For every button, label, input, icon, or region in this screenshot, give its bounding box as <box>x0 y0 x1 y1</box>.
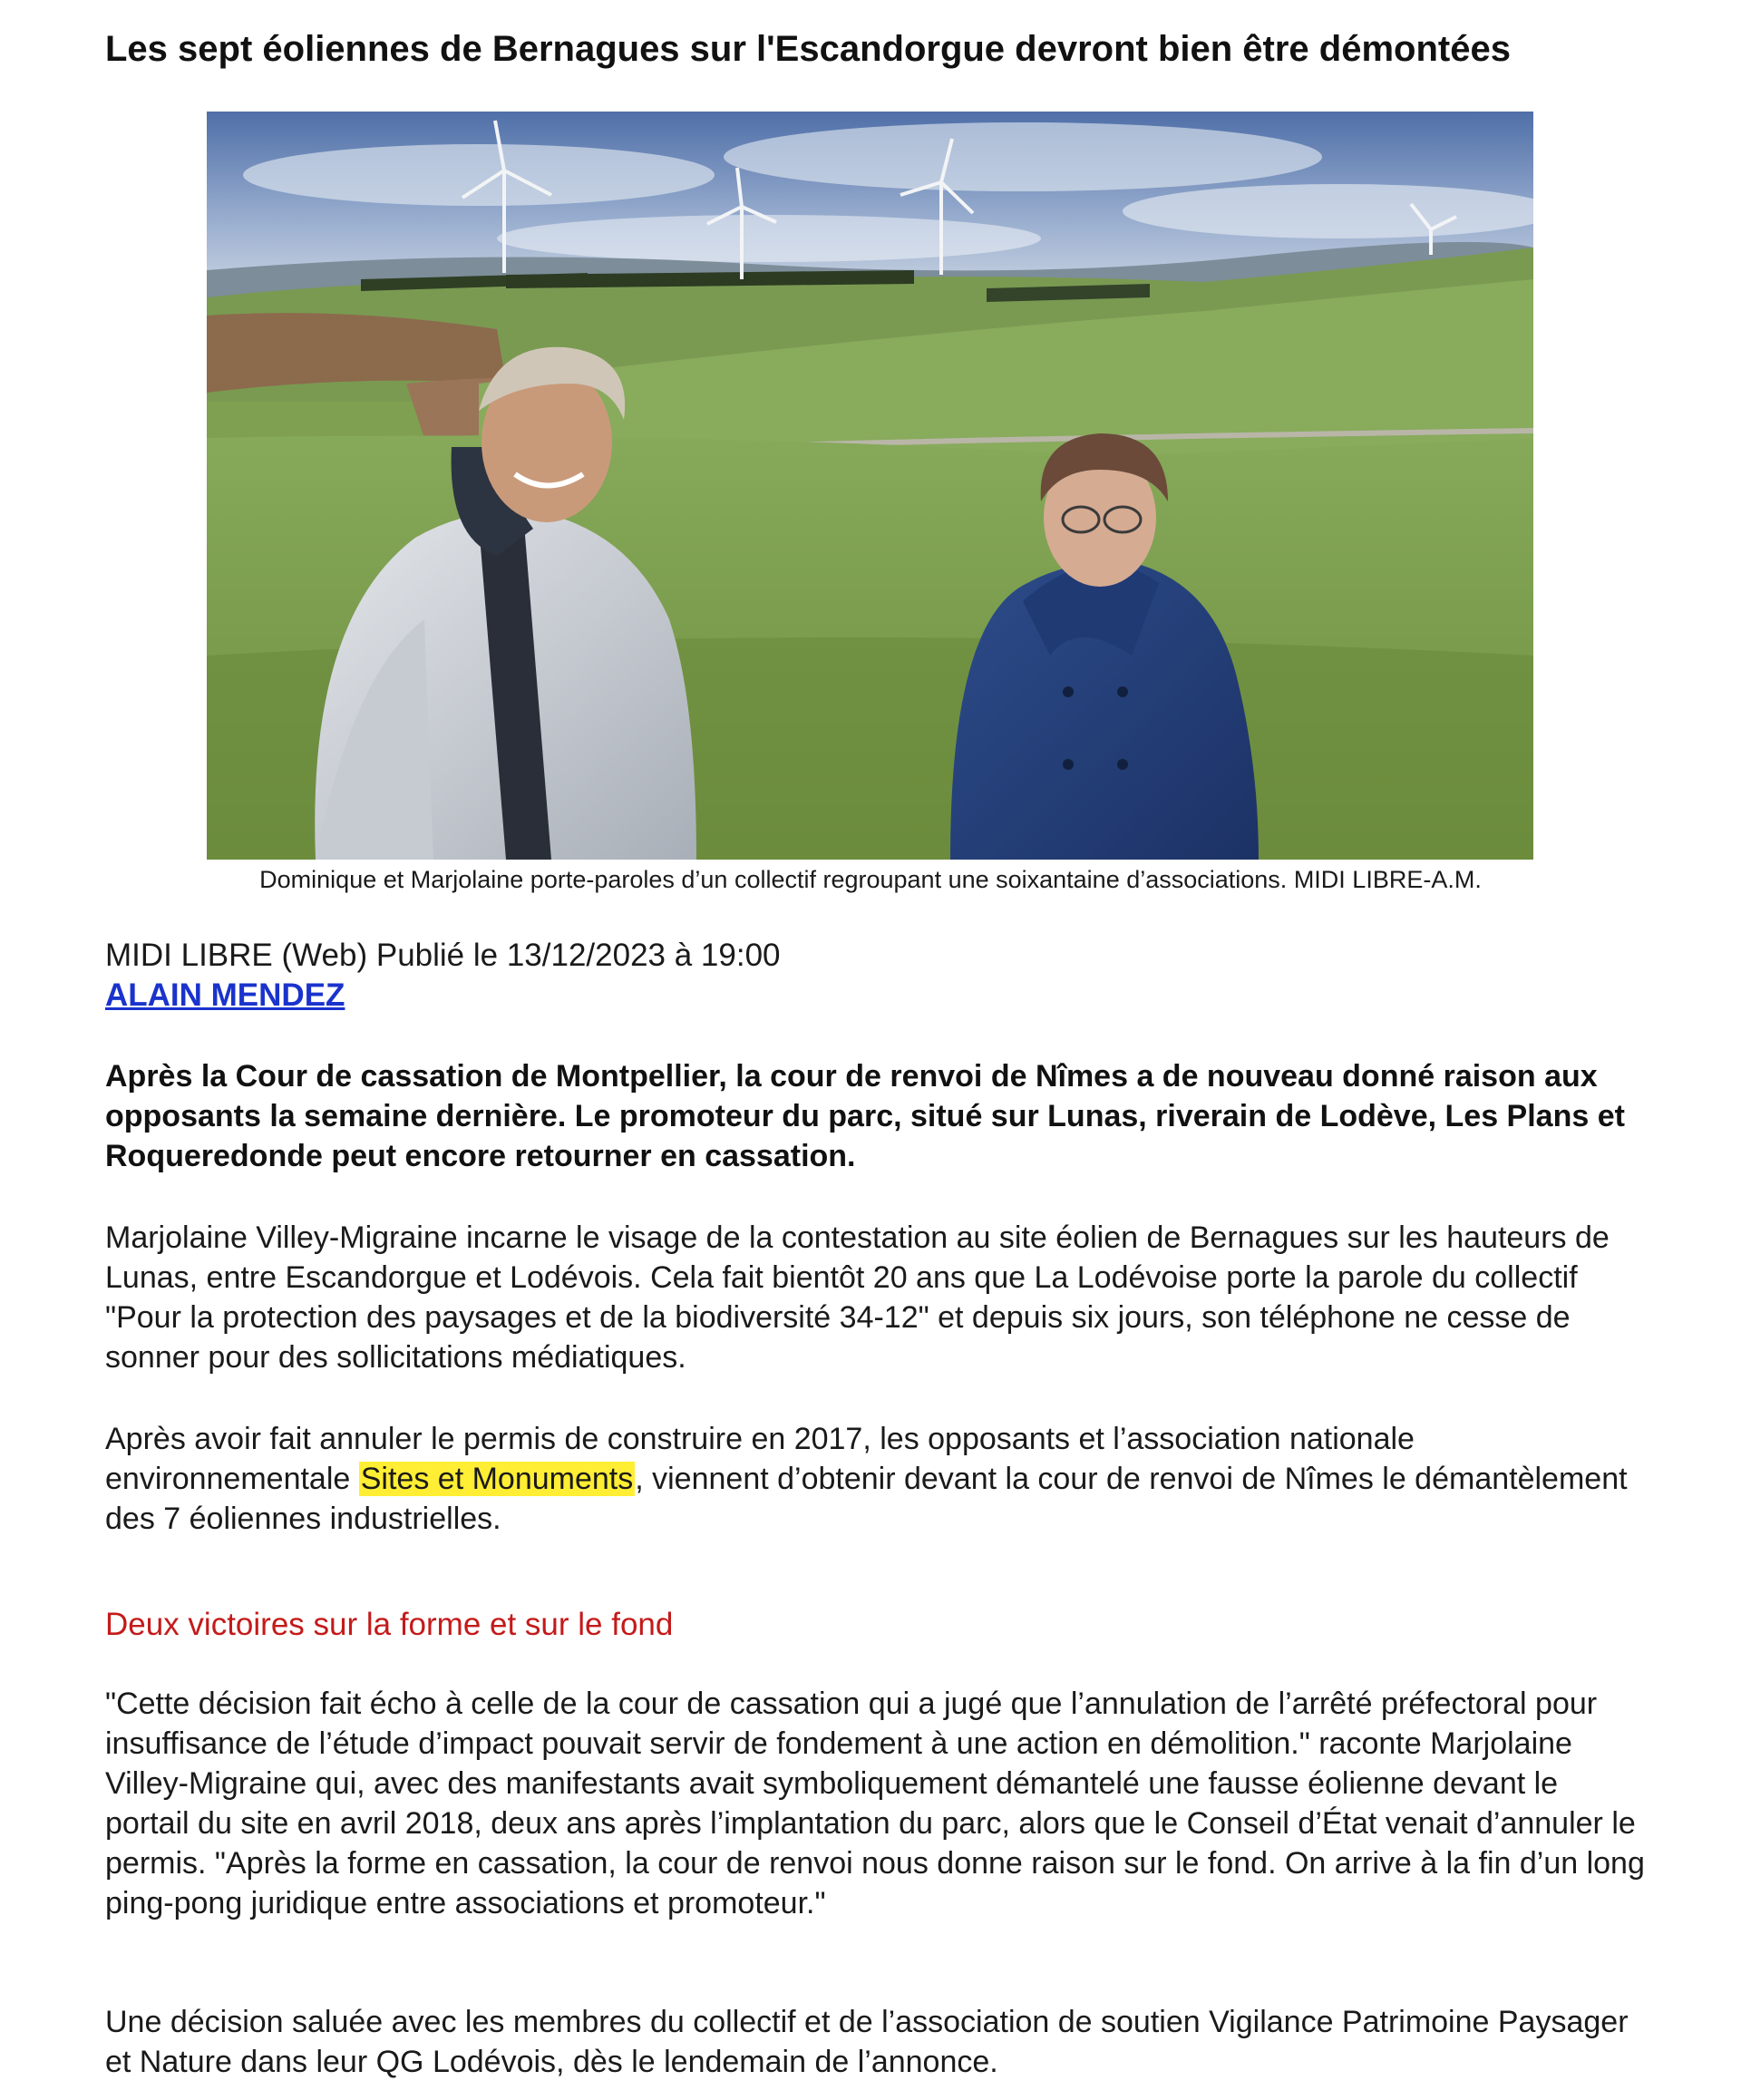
highlighted-term: Sites et Monuments <box>360 1462 634 1496</box>
paragraph-4: Une décision saluée avec les membres du collectif et de l’association de soutien Vigilance Patrimoine Paysager et Nature dans leur QG Lodévois, dès le lendemain de l’annonce. <box>105 2005 1629 2079</box>
article-headline: Les sept éoliennes de Bernagues sur l'Escandorgue devront bien être démontées <box>105 29 1511 69</box>
article-meta <box>105 936 781 1016</box>
article-photo <box>207 112 1533 860</box>
paragraph-1: Marjolaine Villey-Migraine incarne le visage de la contestation au site éolien de Bernagues sur les hauteurs de Lunas, entre Escandorgue et Lodévois. Cela fait bientôt 20 ans que La Lodévoise porte la parole du collectif "Pour la protection des paysages et de la biodiversité 34-12" et depuis six jours, son téléphone ne cesse de sonner pour des sollicitations médiatiques. <box>105 1220 1610 1375</box>
paragraph-2-text-after: , viennent d’obtenir devant la cour de renvoi de Nîmes le démantèlement des 7 éoliennes industrielles. <box>105 1462 1628 1536</box>
section-subheading: Deux victoires sur la forme et sur le fond <box>105 1607 674 1642</box>
source-line: MIDI LIBRE (Web) Publié le 13/12/2023 à 19:00 <box>105 938 781 973</box>
photo-caption: Dominique et Marjolaine porte-paroles d’un collectif regroupant une soixantaine d’associations. MIDI LIBRE-A.M. <box>259 866 1482 893</box>
paragraph-3: "Cette décision fait écho à celle de la cour de cassation qui a jugé que l’annulation de l’arrêté préfectoral pour insuffisance de l’étude d’impact pouvait servir de fondement à une action en démolition." raconte Marjolaine Villey-Migraine qui, avec des manifestants avait symboliquement démantelé une fausse éolienne devant le portail du site en avril 2018, deux ans après l’implantation du parc, alors que le Conseil d’État venait d’annuler le permis. "Après la forme en cassation, la cour de renvoi nous donne raison sur le fond. On arrive à la fin d’un long ping-pong juridique entre associations et promoteur." <box>105 1687 1645 1920</box>
paragraph-2 <box>105 1419 1647 1539</box>
article-lede: Après la Cour de cassation de Montpellier, la cour de renvoi de Nîmes a de nouveau donné raison aux opposants la semaine dernière. Le promoteur du parc, situé sur Lunas, riverain de Lodève, Les Plans et Roqueredonde peut encore retourner en cassation. <box>105 1059 1625 1173</box>
paragraph-2-text-before: Après avoir fait annuler le permis de construire en 2017, les opposants et l’association nationale environnementale <box>105 1422 1415 1496</box>
author-link[interactable]: ALAIN MENDEZ <box>105 977 345 1013</box>
